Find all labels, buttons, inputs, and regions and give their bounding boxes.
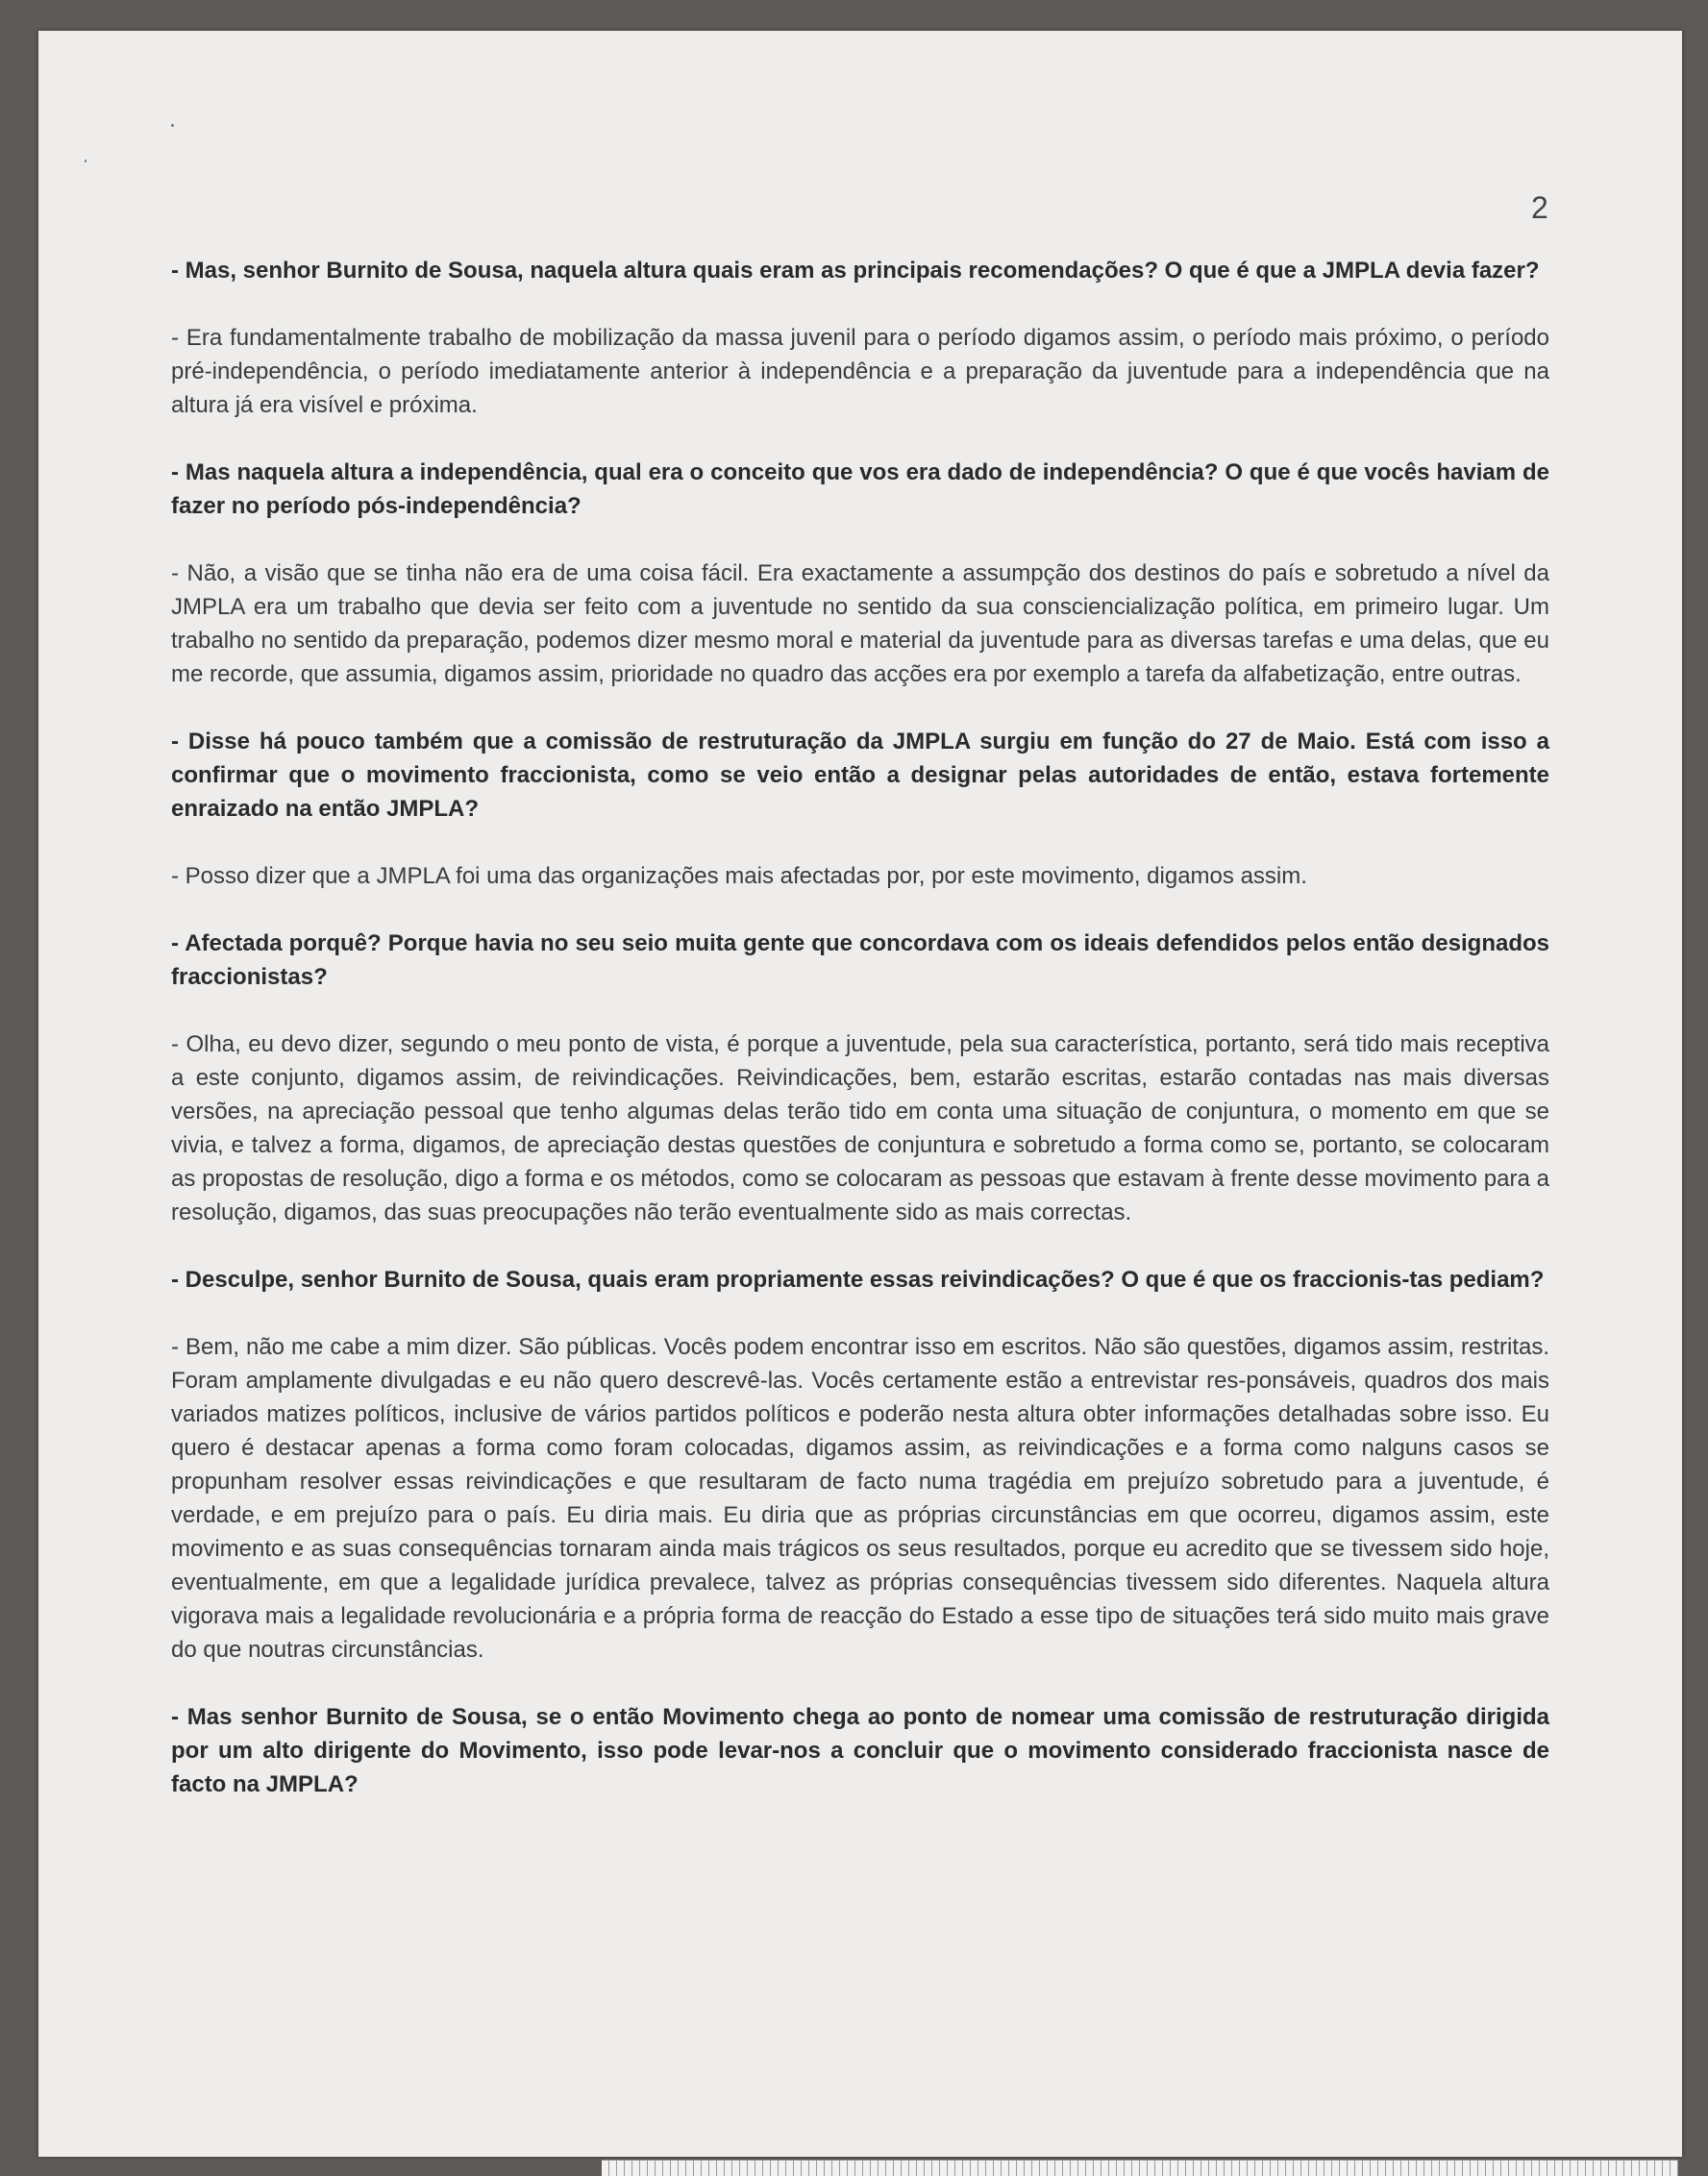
scale-ruler <box>602 2160 1678 2176</box>
interview-question: - Desculpe, senhor Burnito de Sousa, quais eram propriamente essas reivindicações? O que é que os fraccionis-tas pediam? <box>171 1267 1545 1293</box>
interview-answer: - Bem, não me cabe a mim dizer. São públicas. Vocês podem encontrar isso em escritos. Não são questões, digamos assim, restritas. Foram amplamente divulgadas e eu não quero descrevê-las. Vocês certamente estão a entrevistar res-ponsáveis, quadros dos mais variados matizes políticos, inclusive de vários partidos políticos e poderão nesta altura obter informações detalhadas sobre isso. Eu quero é destacar apenas a forma como foram colocadas, digamos assim, as reivindicações e a forma como nalguns casos se propunham resolver essas reivindicações e que resultaram de facto numa tragédia em prejuízo sobretudo para a juventude, é verdade, e em prejuízo para o país. Eu diria mais. Eu diria que as próprias circunstâncias em que ocorreu, digamos assim, este movimento e as suas consequências tornaram ainda mais trágicos os seus resultados, porque eu acredito que se tivessem sido hoje, eventualmente, em que a legalidade jurídica prevalece, talvez as próprias consequências tivessem sido diferentes. Naquela altura vigorava mais a legalidade revolucionária e a própria forma de reacção do Estado a esse tipo de situações terá sido muito mais grave do que noutras circunstâncias. <box>171 1334 1549 1663</box>
ink-speck <box>171 124 174 127</box>
interview-answer: - Posso dizer que a JMPLA foi uma das organizações mais afectadas por, por este movimento, digamos assim. <box>171 863 1307 889</box>
page-number: 2 <box>1531 190 1548 225</box>
interview-question: - Mas naquela altura a independência, qual era o conceito que vos era dado de independência? O que é que vocês haviam de fazer no período pós-independência? <box>171 459 1549 519</box>
interview-question: - Mas, senhor Burnito de Sousa, naquela altura quais eram as principais recomendações? O que é que a JMPLA devia fazer? <box>171 258 1540 284</box>
interview-answer: - Olha, eu devo dizer, segundo o meu ponto de vista, é porque a juventude, pela sua característica, portanto, será tido mais receptiva a este conjunto, digamos assim, de reivindicações. Reivindicações, bem, estarão escritas, estarão contadas nas mais diversas versões, na apreciação pessoal que tenho algumas delas terão tido em conta uma situação de conjuntura, o momento em que se vivia, e talvez a forma, digamos, de apreciação destas questões de conjuntura e sobretudo a forma como se, portanto, se colocaram as propostas de resolução, digo a forma e os métodos, como se colocaram as pessoas que estavam à frente desse movimento para a resolução, digamos, das suas preocupações não terão eventualmente sido as mais correctas. <box>171 1031 1549 1225</box>
interview-transcript <box>171 254 1549 1835</box>
interview-question: - Disse há pouco também que a comissão de restruturação da JMPLA surgiu em função do 27 de Maio. Está com isso a confirmar que o movimento fraccionista, como se veio então a designar pelas autoridades de então, estava fortemente enraizado na então JMPLA? <box>171 729 1549 822</box>
interview-answer: - Não, a visão que se tinha não era de uma coisa fácil. Era exactamente a assumpção dos destinos do país e sobretudo a nível da JMPLA era um trabalho que devia ser feito com a juventude no sentido da sua consciencialização política, em primeiro lugar. Um trabalho no sentido da preparação, podemos dizer mesmo moral e material da juventude para as diversas tarefas e uma delas, que eu me recorde, que assumia, digamos assim, prioridade no quadro das acções era por exemplo a tarefa da alfabetização, entre outras. <box>171 560 1549 687</box>
ink-speck <box>85 160 87 162</box>
interview-question: - Afectada porquê? Porque havia no seu seio muita gente que concordava com os ideais defendidos pelos então designados fraccionistas? <box>171 930 1549 990</box>
interview-question: - Mas senhor Burnito de Sousa, se o então Movimento chega ao ponto de nomear uma comissão de restruturação dirigida por um alto dirigente do Movimento, isso pode levar-nos a concluir que o movimento considerado fraccionista nasce de facto na JMPLA? <box>171 1704 1549 1797</box>
interview-answer: - Era fundamentalmente trabalho de mobilização da massa juvenil para o período digamos assim, o período mais próximo, o período pré-independência, o período imediatamente anterior à independência e a preparação da juventude para a independência que na altura já era visível e próxima. <box>171 325 1549 418</box>
document-page <box>38 31 1682 2157</box>
